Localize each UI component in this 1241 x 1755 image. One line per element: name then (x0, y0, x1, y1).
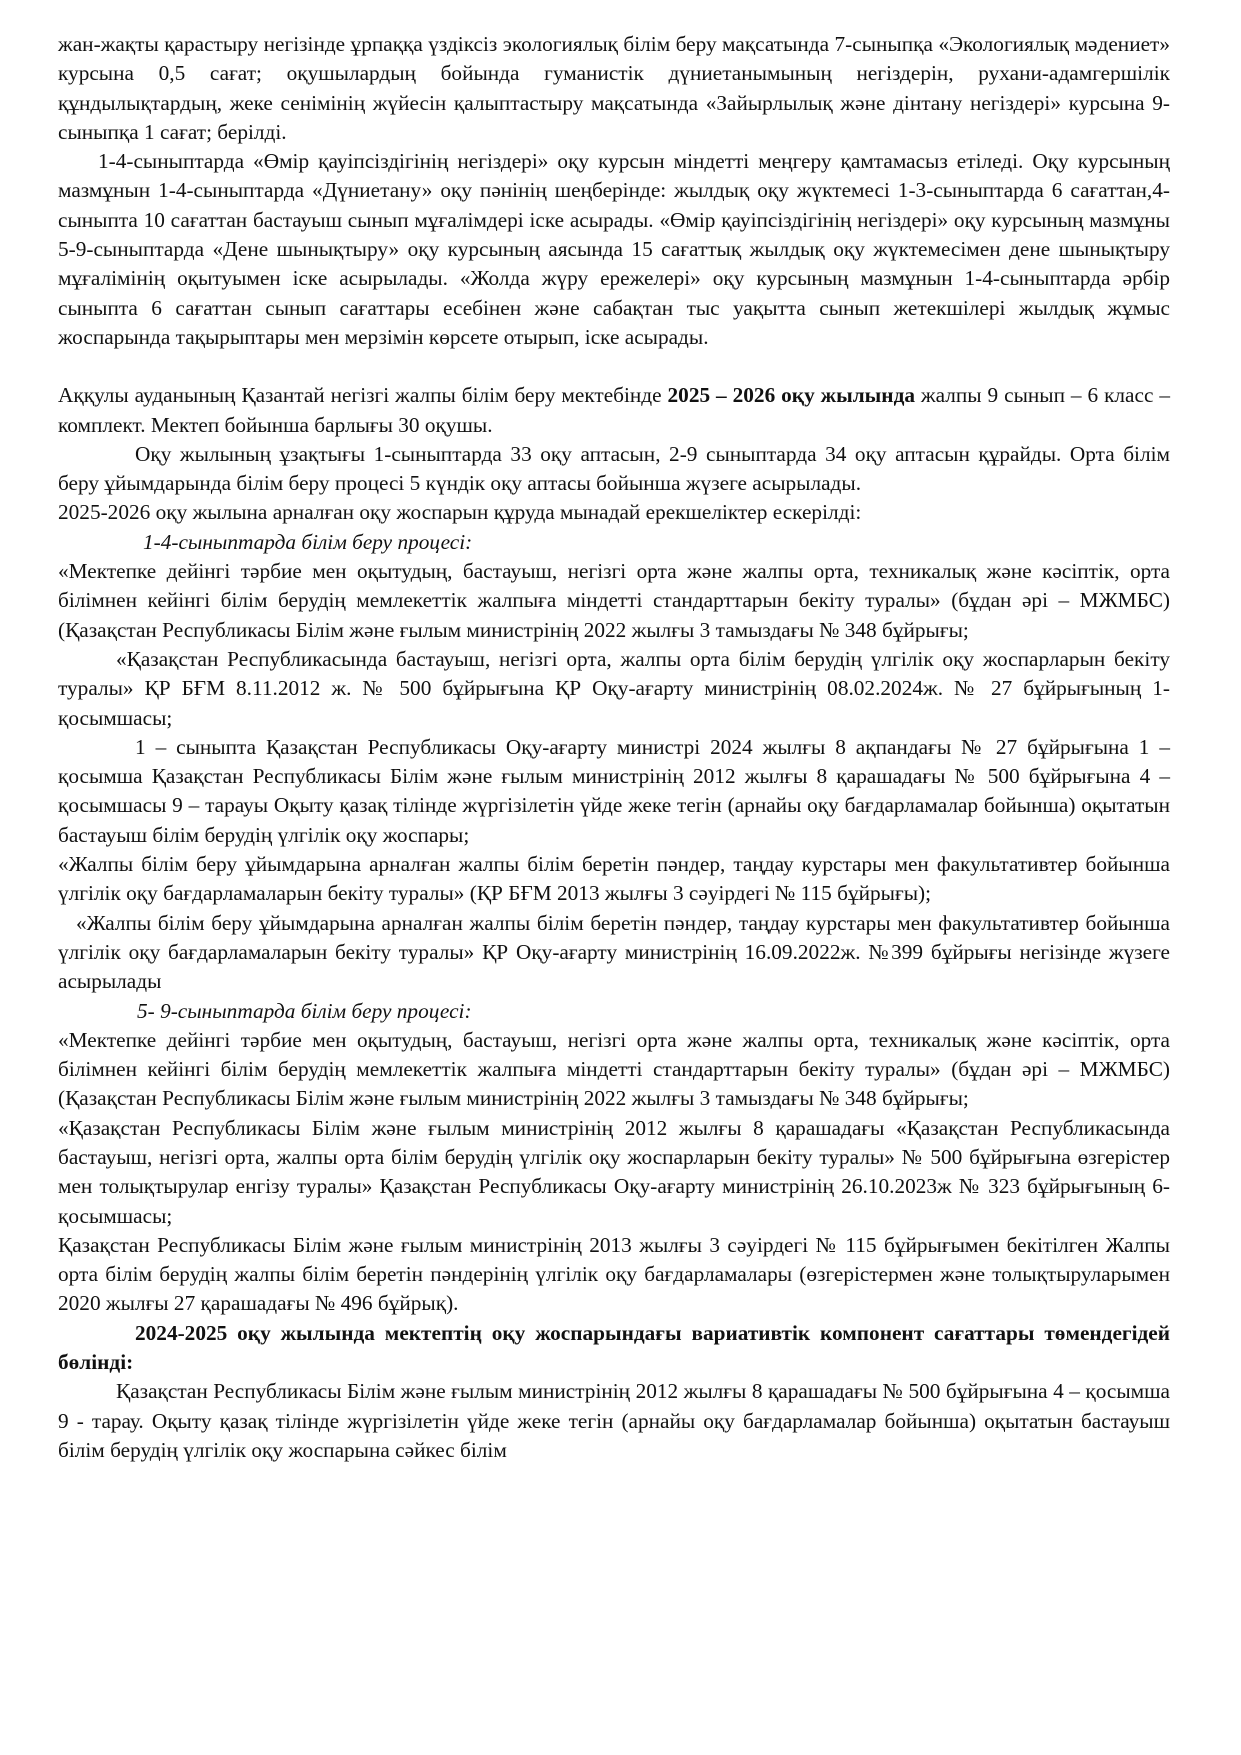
paragraph-gap (58, 352, 1170, 381)
paragraph-home-education: Қазақстан Республикасы Білім және ғылым министрінің 2012 жылғы 8 қарашадағы № 500 бұйрығына 4 – қосымша 9 - тарау. Оқыту қазақ тілінде жүргізілетін үйде жеке тегін (арнайы оқу бағдарламалар бойынша) оқытатын бастауыш білім берудің үлгілік оқу жоспарына сәйкес білім (58, 1379, 1170, 1462)
paragraph-standard-2: «Мектепке дейінгі тәрбие мен оқытудың, бастауыш, негізгі орта және жалпы орта, техникалық және кәсіптік, орта білімнен кейінгі білім берудің мемлекеттік жалпыға міндетті стандарттарын бекіту туралы» (бұдан әрі – МЖМБС) (Қазақстан Республикасы Білім және ғылым министрінің 2022 жылғы 3 тамыздағы № 348 бұйрығы; (58, 1027, 1170, 1111)
paragraph-school-info (58, 381, 1170, 440)
paragraph-typical-plans: «Қазақстан Республикасында бастауыш, негізгі орта, жалпы орта білім берудің үлгілік оқу жоспарларын бекіту туралы» ҚР БҒМ 8.11.2012 ж. № 500 бұйрығына ҚР Оқу-ағарту министрінің 08.02.2024ж. № 27 бұйрығының 1-қосымшасы; (58, 646, 1170, 730)
document-page (58, 30, 1170, 1465)
paragraph-grade-1-home: 1 – сыныпта Қазақстан Республикасы Оқу-ағарту министрі 2024 жылғы 8 ақпандағы № 27 бұйрығына 1 – қосымша Қазақстан Республикасы Білім және ғылым министрінің 2012 жылғы 8 қарашадағы № 500 бұйрығына 4 – қосымшасы 9 – тарауы Оқыту қазақ тілінде жүргізілетін үйде жеке тегін (арнайы оқу бағдарламалар бойынша) оқытатын бастауыш білім берудің үлгілік оқу жоспары; (58, 734, 1170, 847)
subheading-grades-5-9: 5- 9-сыныптарда білім беру процесі: (137, 998, 472, 1023)
paragraph-programs-2013: «Жалпы білім беру ұйымдарына арналған жалпы білім беретін пәндер, таңдау курстары мен факультативтер бойынша үлгілік оқу бағдарламаларын бекіту туралы» (ҚР БҒМ 2013 жылғы 3 сәуірдегі № 115 бұйрығы); (58, 852, 1170, 906)
paragraph-plan-features: 2025-2026 оқу жылына арналған оқу жоспарын құруда мынадай ерекшеліктер ескерілді: (58, 500, 862, 525)
paragraph-year-duration: Оқу жылының ұзақтығы 1-сыныптарда 33 оқу аптасын, 2-9 сыныптарда 34 оқу аптасын құрайды. Орта білім беру ұйымдарында білім беру процесі 5 күндік оқу аптасы бойынша жүзеге асырылады. (58, 441, 1170, 496)
paragraph-elective-courses: жан-жақты қарастыру негізінде ұрпаққа үздіксіз экологиялық білім беру мақсатында 7-сыныпқа «Экологиялық мәдениет» курсына 0,5 сағат; оқушылардың бойында гуманистік дүниетанымының негіздерін, рухани-адамгершілік құндылықтардың, жеке сенімінің жүйесін қалыптастыру мақсатында «Зайырлылық және дінтану негіздері» курсына 9-сыныпқа 1 сағат; берілді. (58, 32, 1170, 144)
heading-variative-component: 2024-2025 оқу жылында мектептің оқу жоспарындағы вариативтік компонент сағаттары төмендегідей бөлінді: (58, 1320, 1170, 1375)
paragraph-life-safety: 1-4-сыныптарда «Өмір қауіпсіздігінің негіздері» оқу курсын міндетті меңгеру қамтамасыз етіледі. Оқу курсының мазмұнын 1-4-сыныптарда «Дүниетану» оқу пәнінің шеңберінде: жылдық оқу жүктемесі 1-3-сыныптарда 6 сағаттан,4-сыныпта 10 сағаттан бастауыш сынып мұғалімдері іске асырады. «Өмір қауіпсіздігінің негіздері» оқу курсының мазмұны 5-9-сыныптарда «Дене шынықтыру» оқу курсының аясында 15 сағаттық жылдық оқу жүктемесімен дене шынықтыру мұғалімінің оқытуымен іске асырылады. «Жолда жүру ережелері» оқу курсының мазмұнын 1-4-сыныптарда әрбір сыныпта 6 сағаттан сынып сағаттары есебінен және сабақтан тыс уақытта сынып жетекшілері жылдық жұмыс жоспарында тақырыптары мен мерзімін көрсете отырып, іске асырады. (58, 149, 1170, 349)
school-info-text: Аққулы ауданының Қазантай негізгі жалпы білім беру мектебінде (58, 383, 668, 408)
school-info-text-end: жалпы 9 сынып – 6 класс – комплект. Мектеп бойынша барлығы 30 оқушы. (58, 383, 1170, 437)
paragraph-programs-115: Қазақстан Республикасы Білім және ғылым министрінің 2013 жылғы 3 сәуірдегі № 115 бұйрығымен бекітілген Жалпы орта білім берудің жалпы білім беретін пәндерінің үлгілік оқу бағдарламалары (өзгерістермен және толықтыруларымен 2020 жылғы 27 қарашадағы № 496 бұйрық). (58, 1232, 1170, 1316)
paragraph-amendments-2023: «Қазақстан Республикасы Білім және ғылым министрінің 2012 жылғы 8 қарашадағы «Қазақстан Республикасында бастауыш, негізгі орта, жалпы орта білім берудің үлгілік оқу жоспарларын бекіту туралы» № 500 бұйрығына өзгерістер мен толықтырулар енгізу туралы» Қазақстан Республикасы Оқу-ағарту министрінің 26.10.2023ж № 323 бұйрығының 6-қосымшасы; (58, 1115, 1170, 1228)
subheading-grades-1-4: 1-4-сыныптарда білім беру процесі: (143, 529, 473, 554)
paragraph-programs-2022: «Жалпы білім беру ұйымдарына арналған жалпы білім беретін пәндер, таңдау курстары мен факультативтер бойынша үлгілік оқу бағдарламаларын бекіту туралы» ҚР Оқу-ағарту министрінің 16.09.2022ж. №399 бұйрығы негізінде жүзеге асырылады (58, 910, 1170, 994)
paragraph-standard-1: «Мектепке дейінгі тәрбие мен оқытудың, бастауыш, негізгі орта және жалпы орта, техникалық және кәсіптік, орта білімнен кейінгі білім берудің мемлекеттік жалпыға міндетті стандарттарын бекіту туралы» (бұдан әрі – МЖМБС) (Қазақстан Республикасы Білім және ғылым министрінің 2022 жылғы 3 тамыздағы № 348 бұйрығы; (58, 559, 1170, 642)
school-year-bold: 2025 – 2026 оқу жылында (667, 383, 915, 408)
